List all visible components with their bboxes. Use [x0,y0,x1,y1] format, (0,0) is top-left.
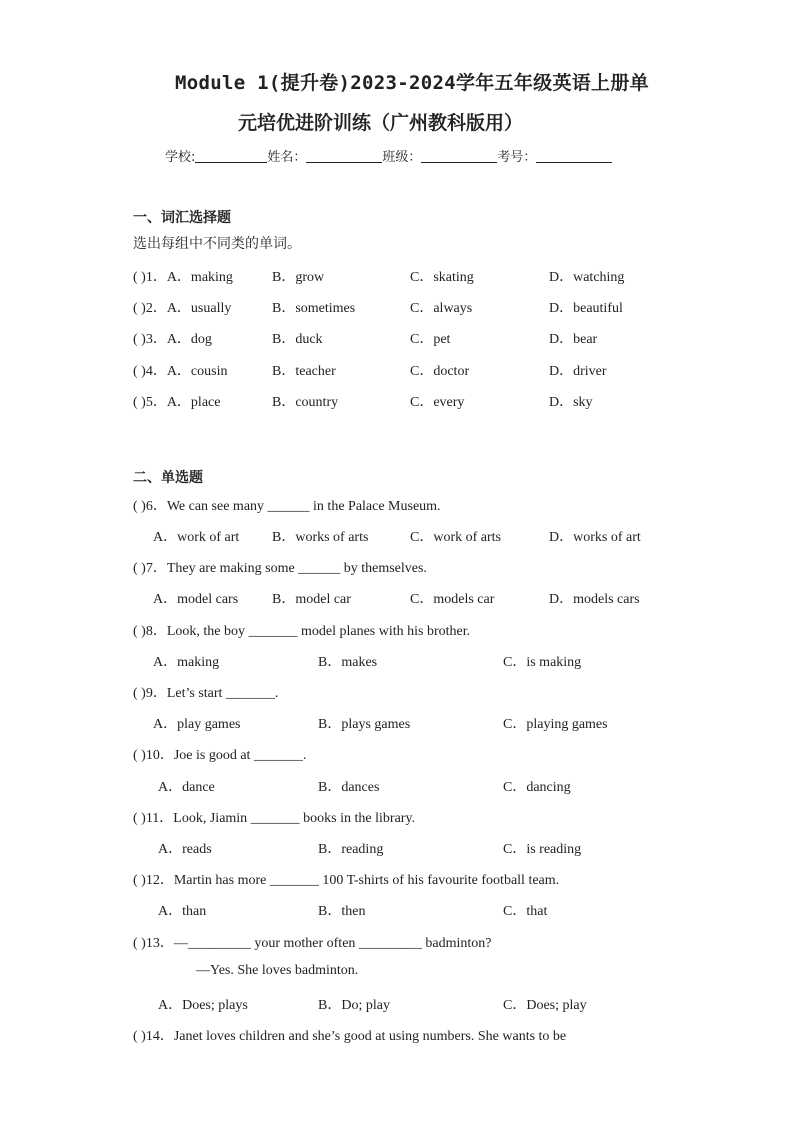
option-b[interactable]: B．works of arts [272,530,369,545]
question-12-stem: ( )12．Martin has more _______ 100 T-shirts of his favourite football team. [133,873,560,888]
question-8-stem: ( )8．Look, the boy _______ model planes with his brother. [133,624,471,639]
option-b[interactable]: B．teacher [272,364,336,379]
question-row [0,360,794,382]
option-b[interactable]: B．Do; play [318,998,390,1013]
question-13-stem: ( )13．—_________ your mother often _________ badminton? [133,936,492,951]
question-row [0,266,794,288]
option-b[interactable]: B．dances [318,780,380,795]
option-d[interactable]: D．models cars [549,592,640,607]
question-stem: ( )3．A．dog [133,332,212,347]
option-b[interactable]: B．then [318,904,366,919]
question-stem-row [0,1025,794,1047]
option-c[interactable]: C．dancing [503,780,571,795]
option-a[interactable]: A．work of art [153,530,240,545]
option-d[interactable]: D．driver [549,364,607,379]
question-stem-row [0,807,794,829]
class-blank[interactable] [421,150,497,163]
option-a[interactable]: A．than [158,904,207,919]
question-10-stem: ( )10．Joe is good at _______. [133,748,307,763]
options-row [0,994,794,1016]
option-a[interactable]: A．dance [158,780,215,795]
question-stem-row [0,744,794,766]
option-d[interactable]: D．sky [549,395,593,410]
exam-number-blank[interactable] [536,150,612,163]
options-row [0,900,794,922]
options-row [0,526,794,548]
question-stem-row [0,869,794,891]
option-c[interactable]: C．always [410,301,473,316]
option-c[interactable]: C．skating [410,270,474,285]
option-a[interactable]: A．model cars [153,592,239,607]
question-7-stem: ( )7．They are making some ______ by themselves. [133,561,427,576]
section-1-instruction: 选出每组中不同类的单词。 [133,236,301,252]
question-stem-row [0,932,794,954]
option-d[interactable]: D．beautiful [549,301,623,316]
option-b[interactable]: B．country [272,395,339,410]
class-label: 班级： [382,150,422,165]
option-b[interactable]: B．plays games [318,717,411,732]
option-d[interactable]: D．bear [549,332,598,347]
option-c[interactable]: C．work of arts [410,530,501,545]
option-b[interactable]: B．grow [272,270,325,285]
question-9-stem: ( )9．Let’s start _______. [133,686,279,701]
option-c[interactable]: C．models car [410,592,495,607]
question-stem-row [0,495,794,517]
option-b[interactable]: B．model car [272,592,351,607]
exam-number-label: 考号： [497,150,537,165]
option-c[interactable]: C．that [503,904,548,919]
options-row [0,838,794,860]
school-blank[interactable] [195,150,267,163]
title-line-2: 元培优进阶训练（广州教科版用） [238,112,524,134]
question-stem: ( )2．A．usually [133,301,232,316]
question-row [0,391,794,413]
options-row [0,651,794,673]
question-stem-row [0,620,794,642]
question-6-stem: ( )6．We can see many ______ in the Palace Museum. [133,499,441,514]
question-stem: ( )5．A．place [133,395,221,410]
option-c[interactable]: C．doctor [410,364,470,379]
option-c[interactable]: C．is making [503,655,582,670]
name-blank[interactable] [306,150,382,163]
question-stem-row [0,682,794,704]
question-stem: ( )1．A．making [133,270,233,285]
option-b[interactable]: B．sometimes [272,301,356,316]
option-c[interactable]: C．playing games [503,717,608,732]
option-b[interactable]: B．reading [318,842,384,857]
question-13-reply: —Yes. She loves badminton. [196,963,359,978]
option-c[interactable]: C．Does; play [503,998,587,1013]
option-a[interactable]: A．Does; plays [158,998,248,1013]
options-row [0,776,794,798]
option-c[interactable]: C．every [410,395,465,410]
question-14-stem: ( )14．Janet loves children and she’s good at using numbers. She wants to be [133,1029,567,1044]
option-a[interactable]: A．play games [153,717,241,732]
question-row [0,297,794,319]
option-a[interactable]: A．making [153,655,220,670]
options-row [0,713,794,735]
question-stem: ( )4．A．cousin [133,364,228,379]
student-info-line [165,146,612,165]
question-stem-row [0,557,794,579]
option-b[interactable]: B．makes [318,655,378,670]
question-11-stem: ( )11．Look, Jiamin _______ books in the library. [133,811,416,826]
question-row [0,328,794,350]
option-c[interactable]: C．pet [410,332,451,347]
dialogue-row [0,963,794,985]
title-line-1: Module 1(提升卷)2023-2024学年五年级英语上册单 [175,72,649,94]
option-d[interactable]: D．works of art [549,530,641,545]
option-c[interactable]: C．is reading [503,842,582,857]
section-1-heading: 一、词汇选择题 [133,210,231,226]
name-label: 姓名： [267,150,307,165]
section-2-heading: 二、单选题 [133,470,203,486]
option-b[interactable]: B．duck [272,332,323,347]
school-label: 学校: [165,150,196,165]
option-d[interactable]: D．watching [549,270,625,285]
option-a[interactable]: A．reads [158,842,212,857]
options-row [0,588,794,610]
